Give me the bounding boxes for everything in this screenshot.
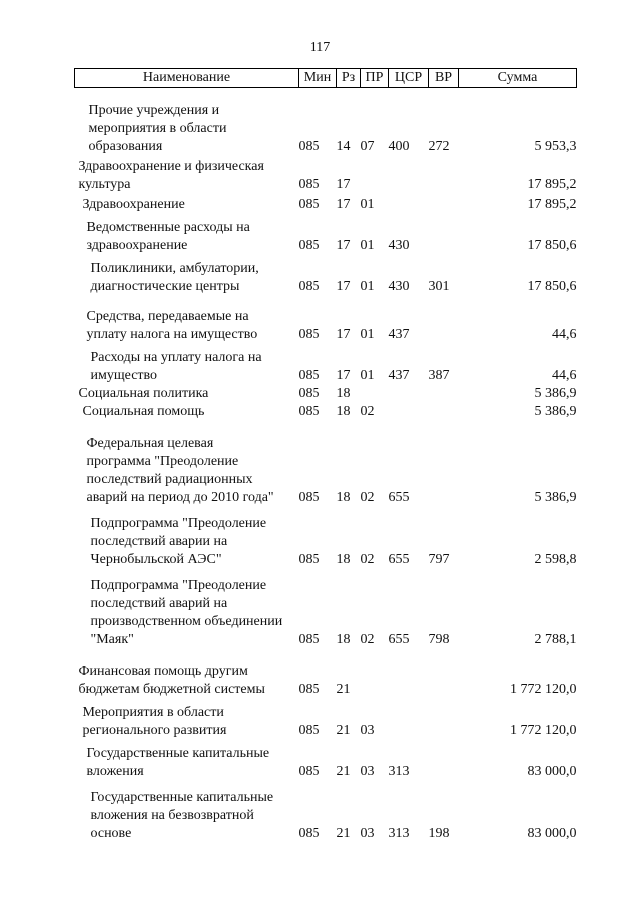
row-pr (361, 385, 389, 403)
table-row (75, 255, 577, 296)
row-name-text: Подпрограмма "Преодоление последствий аварии на Чернобыльской АЭС" (90, 516, 267, 567)
table-row (75, 403, 577, 421)
row-rz: 21 (336, 723, 351, 738)
row-sum: 2 788,1 (534, 632, 577, 647)
table-row (75, 421, 577, 507)
row-rz: 14 (336, 139, 351, 154)
header-vr: ВР (429, 69, 459, 88)
row-csr: 655 (388, 490, 410, 505)
table-row (75, 344, 577, 385)
table-row (75, 507, 577, 569)
row-name-text: Ведомственные расходы на здравоохранение (86, 220, 250, 253)
row-min: 085 (298, 764, 320, 779)
row-sum: 17 895,2 (527, 197, 577, 212)
row-csr (389, 699, 429, 740)
row-name (75, 214, 299, 255)
table-row (75, 296, 577, 344)
row-pr (361, 156, 389, 194)
row-name (75, 385, 299, 403)
row-pr: 03 (360, 826, 375, 841)
row-vr: 198 (428, 826, 450, 841)
table-row (75, 649, 577, 699)
table-row (75, 699, 577, 740)
row-min: 085 (298, 368, 320, 383)
row-sum: 17 850,6 (527, 279, 577, 294)
row-csr (389, 156, 429, 194)
row-min: 085 (298, 826, 320, 841)
row-vr (429, 740, 459, 781)
row-csr: 655 (388, 632, 410, 647)
row-rz: 21 (336, 826, 351, 841)
row-name-text: Средства, передаваемые на уплату налога на имущество (86, 309, 258, 342)
table-row (75, 781, 577, 843)
row-csr: 437 (388, 327, 410, 342)
row-rz: 18 (336, 552, 351, 567)
header-sum: Сумма (459, 69, 577, 88)
row-csr (389, 649, 429, 699)
row-min: 085 (298, 197, 320, 212)
row-min: 085 (298, 404, 320, 419)
row-name (75, 781, 299, 843)
row-rz: 18 (336, 490, 351, 505)
row-name (75, 699, 299, 740)
row-vr (429, 403, 459, 421)
row-sum: 2 598,8 (534, 552, 577, 567)
row-name-text: Подпрограмма "Преодоление последствий аварий на производственном объединении "Маяк" (90, 578, 283, 647)
row-name-text: Здравоохранение и физическая культура (78, 159, 264, 192)
row-rz: 17 (336, 327, 351, 342)
row-name-text: Социальная политика (78, 386, 209, 401)
row-min: 085 (298, 490, 320, 505)
row-rz: 17 (336, 279, 351, 294)
row-name (75, 403, 299, 421)
row-vr: 797 (428, 552, 450, 567)
row-sum: 83 000,0 (527, 764, 577, 779)
row-sum: 1 772 120,0 (510, 682, 577, 697)
row-sum: 44,6 (552, 327, 577, 342)
table-row (75, 194, 577, 214)
row-pr: 02 (360, 632, 375, 647)
row-pr: 02 (360, 552, 375, 567)
table-row (75, 385, 577, 403)
row-rz: 18 (336, 404, 351, 419)
row-vr (429, 214, 459, 255)
row-csr: 430 (388, 238, 410, 253)
row-name-text: Мероприятия в области регионального развития (82, 705, 227, 738)
row-pr: 01 (360, 279, 375, 294)
row-pr: 01 (360, 238, 375, 253)
row-vr: 301 (428, 279, 450, 294)
row-name-text: Федеральная целевая программа "Преодоление последствий радиационных аварий на период до 2010 года" (86, 436, 274, 505)
row-pr: 03 (360, 764, 375, 779)
row-pr: 02 (360, 404, 375, 419)
row-csr (389, 403, 429, 421)
row-sum: 1 772 120,0 (510, 723, 577, 738)
row-pr: 01 (360, 197, 375, 212)
row-min: 085 (298, 386, 320, 401)
row-rz: 21 (336, 682, 351, 697)
row-csr: 313 (388, 764, 410, 779)
row-sum: 44,6 (552, 368, 577, 383)
row-name (75, 88, 299, 157)
table-row (75, 569, 577, 649)
row-min: 085 (298, 682, 320, 697)
row-name-text: Государственные капитальные вложения на безвозвратной основе (90, 790, 274, 841)
budget-table (74, 68, 577, 843)
row-min: 085 (298, 327, 320, 342)
header-min: Мин (299, 69, 337, 88)
row-rz: 17 (336, 177, 351, 192)
row-vr (429, 194, 459, 214)
row-rz: 18 (336, 386, 351, 401)
row-name (75, 344, 299, 385)
row-name-text: Финансовая помощь другим бюджетам бюджетной системы (78, 664, 265, 697)
row-sum: 5 386,9 (534, 490, 577, 505)
row-min: 085 (298, 279, 320, 294)
row-pr: 02 (360, 490, 375, 505)
row-name-text: Поликлиники, амбулатории, диагностические центры (90, 261, 259, 294)
row-name (75, 740, 299, 781)
row-name-text: Социальная помощь (82, 404, 205, 419)
row-name (75, 255, 299, 296)
row-sum: 5 953,3 (534, 139, 577, 154)
row-rz: 17 (336, 368, 351, 383)
row-min: 085 (298, 139, 320, 154)
row-name (75, 569, 299, 649)
row-csr: 430 (388, 279, 410, 294)
row-pr: 01 (360, 327, 375, 342)
row-vr: 272 (428, 139, 450, 154)
header-pr: ПР (361, 69, 389, 88)
row-name (75, 296, 299, 344)
row-vr: 387 (428, 368, 450, 383)
row-rz: 17 (336, 238, 351, 253)
row-sum: 5 386,9 (534, 404, 577, 419)
row-name (75, 156, 299, 194)
table-row (75, 740, 577, 781)
row-name (75, 421, 299, 507)
row-csr (389, 194, 429, 214)
table-row (75, 88, 577, 157)
row-sum: 5 386,9 (534, 386, 577, 401)
row-vr (429, 421, 459, 507)
row-rz: 17 (336, 197, 351, 212)
row-vr (429, 296, 459, 344)
row-vr (429, 649, 459, 699)
row-name (75, 507, 299, 569)
row-vr (429, 156, 459, 194)
row-min: 085 (298, 552, 320, 567)
header-rz: Рз (337, 69, 361, 88)
row-sum: 83 000,0 (527, 826, 577, 841)
row-rz: 21 (336, 764, 351, 779)
row-pr (361, 649, 389, 699)
row-min: 085 (298, 632, 320, 647)
row-pr: 07 (360, 139, 375, 154)
row-name-text: Прочие учреждения и мероприятия в области образования (88, 103, 227, 154)
page-number: 117 (309, 40, 331, 55)
row-vr (429, 699, 459, 740)
row-name-text: Расходы на уплату налога на имущество (90, 350, 262, 383)
row-name-text: Здравоохранение (82, 197, 185, 212)
row-min: 085 (298, 177, 320, 192)
row-min: 085 (298, 723, 320, 738)
table-row (75, 214, 577, 255)
row-rz: 18 (336, 632, 351, 647)
row-min: 085 (298, 238, 320, 253)
row-name-text: Государственные капитальные вложения (86, 746, 270, 779)
table-body (75, 88, 577, 844)
row-sum: 17 895,2 (527, 177, 577, 192)
row-name (75, 649, 299, 699)
row-csr: 437 (388, 368, 410, 383)
row-pr: 03 (360, 723, 375, 738)
row-pr: 01 (360, 368, 375, 383)
row-vr (429, 385, 459, 403)
row-vr: 798 (428, 632, 450, 647)
row-csr: 655 (388, 552, 410, 567)
row-csr: 400 (388, 139, 410, 154)
table-row (75, 156, 577, 194)
header-csr: ЦСР (389, 69, 429, 88)
row-sum: 17 850,6 (527, 238, 577, 253)
row-name (75, 194, 299, 214)
row-csr (389, 385, 429, 403)
row-csr: 313 (388, 826, 410, 841)
header-name: Наименование (75, 69, 299, 88)
table-header-row (75, 69, 577, 88)
